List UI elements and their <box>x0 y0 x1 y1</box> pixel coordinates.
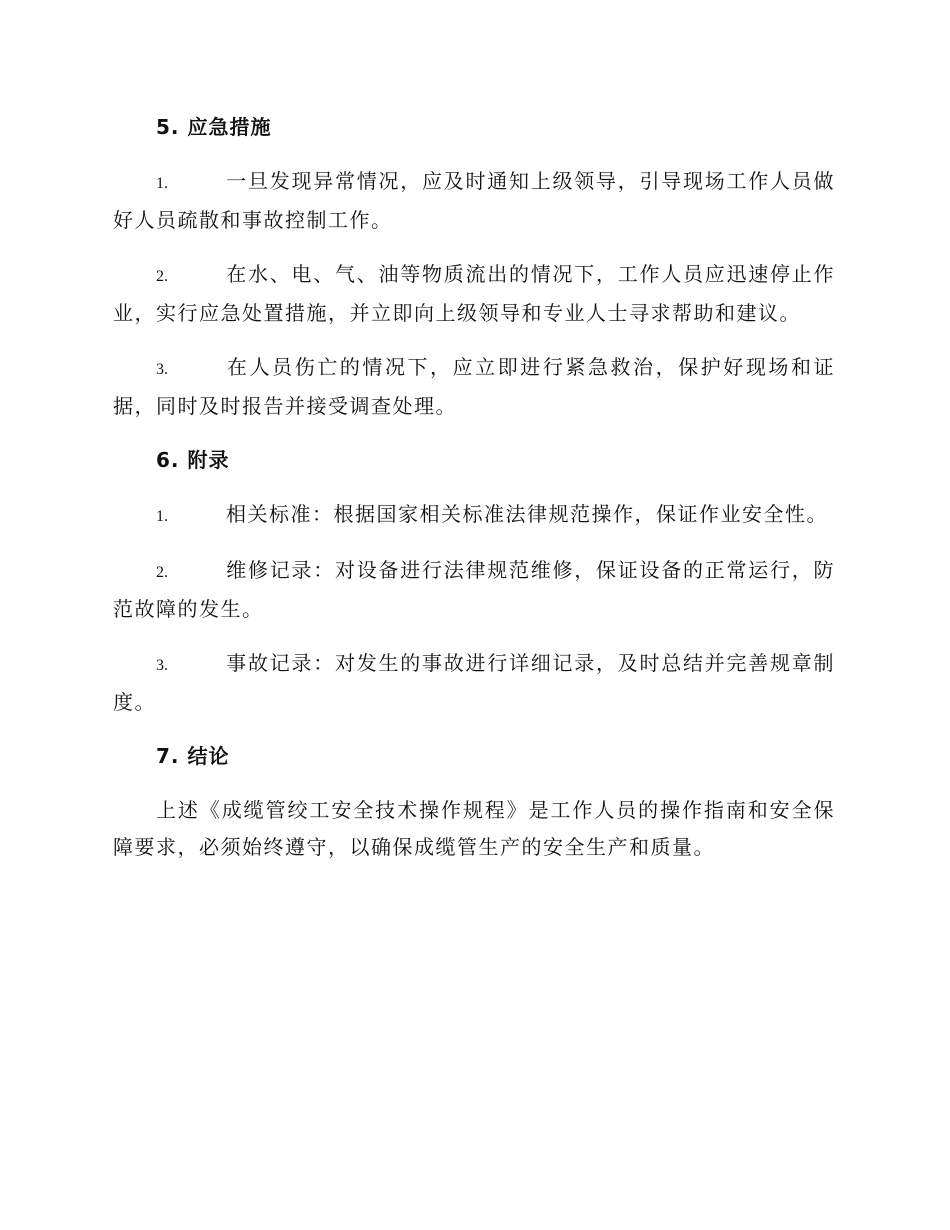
list-item <box>113 163 835 239</box>
list-item <box>113 552 835 628</box>
section-emergency-measures <box>113 109 835 425</box>
item-text: 事故记录：对发生的事故进行详细记录，及时总结并完善规章制度。 <box>113 651 835 714</box>
item-text: 在人员伤亡的情况下，应立即进行紧急救治，保护好现场和证据，同时及时报告并接受调查处理。 <box>113 355 835 418</box>
item-number: 2. <box>156 564 168 581</box>
item-number: 3. <box>156 361 168 378</box>
list-item <box>113 256 835 332</box>
section-heading: 7. 结论 <box>156 744 230 768</box>
list-item <box>113 645 835 721</box>
section-heading: 5. 应急措施 <box>156 115 272 139</box>
item-number: 1. <box>156 175 168 192</box>
section-appendix <box>113 442 835 721</box>
item-text: 在水、电、气、油等物质流出的情况下，工作人员应迅速停止作业，实行应急处置措施，并立即向上级领导和专业人士寻求帮助和建议。 <box>113 262 835 325</box>
section-conclusion <box>113 738 835 866</box>
item-text: 相关标准：根据国家相关标准法律规范操作，保证作业安全性。 <box>226 502 828 526</box>
item-number: 3. <box>156 657 168 674</box>
item-number: 2. <box>156 268 168 285</box>
item-text: 维修记录：对设备进行法律规范维修，保证设备的正常运行，防范故障的发生。 <box>113 558 835 621</box>
document-body <box>113 109 835 883</box>
list-item <box>113 349 835 425</box>
conclusion-paragraph: 上述《成缆管绞工安全技术操作规程》是工作人员的操作指南和安全保障要求，必须始终遵守，以确保成缆管生产的安全生产和质量。 <box>113 798 835 859</box>
item-number: 1. <box>156 508 168 525</box>
list-item <box>113 496 835 535</box>
section-heading: 6. 附录 <box>156 448 230 472</box>
item-text: 一旦发现异常情况，应及时通知上级领导，引导现场工作人员做好人员疏散和事故控制工作。 <box>113 169 835 232</box>
